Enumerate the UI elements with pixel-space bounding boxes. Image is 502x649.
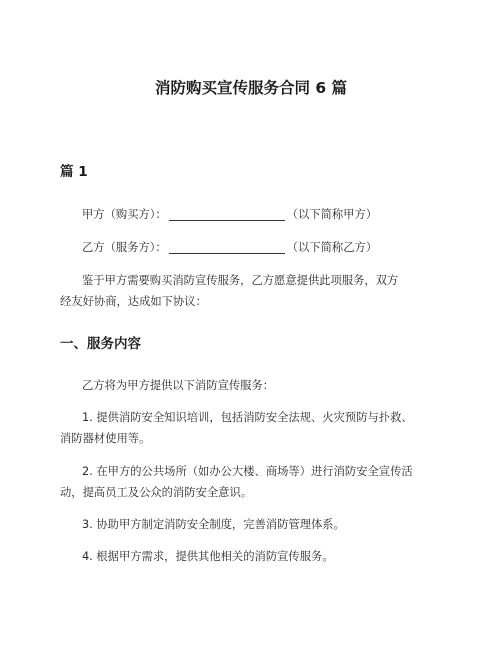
part-heading: 篇 1 — [60, 164, 88, 180]
section-1-heading: 一、服务内容 — [60, 336, 141, 352]
party-b-line — [60, 237, 444, 258]
section-1-lead-text: 乙方将为甲方提供以下消防宣传服务： — [82, 379, 275, 392]
party-a-label: 甲方（购买方）： — [82, 208, 167, 221]
party-a-blank — [169, 207, 285, 221]
party-a-suffix: （以下简称甲方） — [286, 208, 378, 221]
list-item-1 — [60, 407, 444, 449]
party-a-line — [60, 204, 444, 225]
list-item-2-line-2: 动，提高员工及公众的消防安全意识。 — [60, 486, 253, 499]
list-item-1-line-2: 消防器材使用等。 — [60, 432, 151, 445]
list-item-4-line-1: 4. 根据甲方需求，提供其他相关的消防宣传服务。 — [82, 550, 334, 563]
intro-line-1: 鉴于甲方需要购买消防宣传服务，乙方愿意提供此项服务，双方 — [82, 274, 399, 287]
intro-paragraph — [60, 270, 444, 312]
document-title: 消防购买宣传服务合同 6 篇 — [154, 79, 348, 97]
party-b-blank — [169, 240, 285, 254]
party-b-label: 乙方（服务方）： — [82, 241, 167, 254]
list-item-2-line-1: 2. 在甲方的公共场所（如办公大楼、商场等）进行消防安全宣传活 — [82, 465, 413, 478]
list-item-3 — [60, 514, 444, 535]
section-1-lead — [60, 375, 444, 396]
party-b-suffix: （以下简称乙方） — [286, 241, 378, 254]
list-item-4 — [60, 546, 444, 567]
intro-line-2: 经友好协商，达成如下协议： — [60, 295, 207, 308]
list-item-1-line-1: 1. 提供消防安全知识培训，包括消防安全法规、火灾预防与扑救、 — [82, 411, 413, 424]
list-item-3-line-1: 3. 协助甲方制定消防安全制度，完善消防管理体系。 — [82, 518, 345, 531]
list-item-2 — [60, 461, 444, 503]
